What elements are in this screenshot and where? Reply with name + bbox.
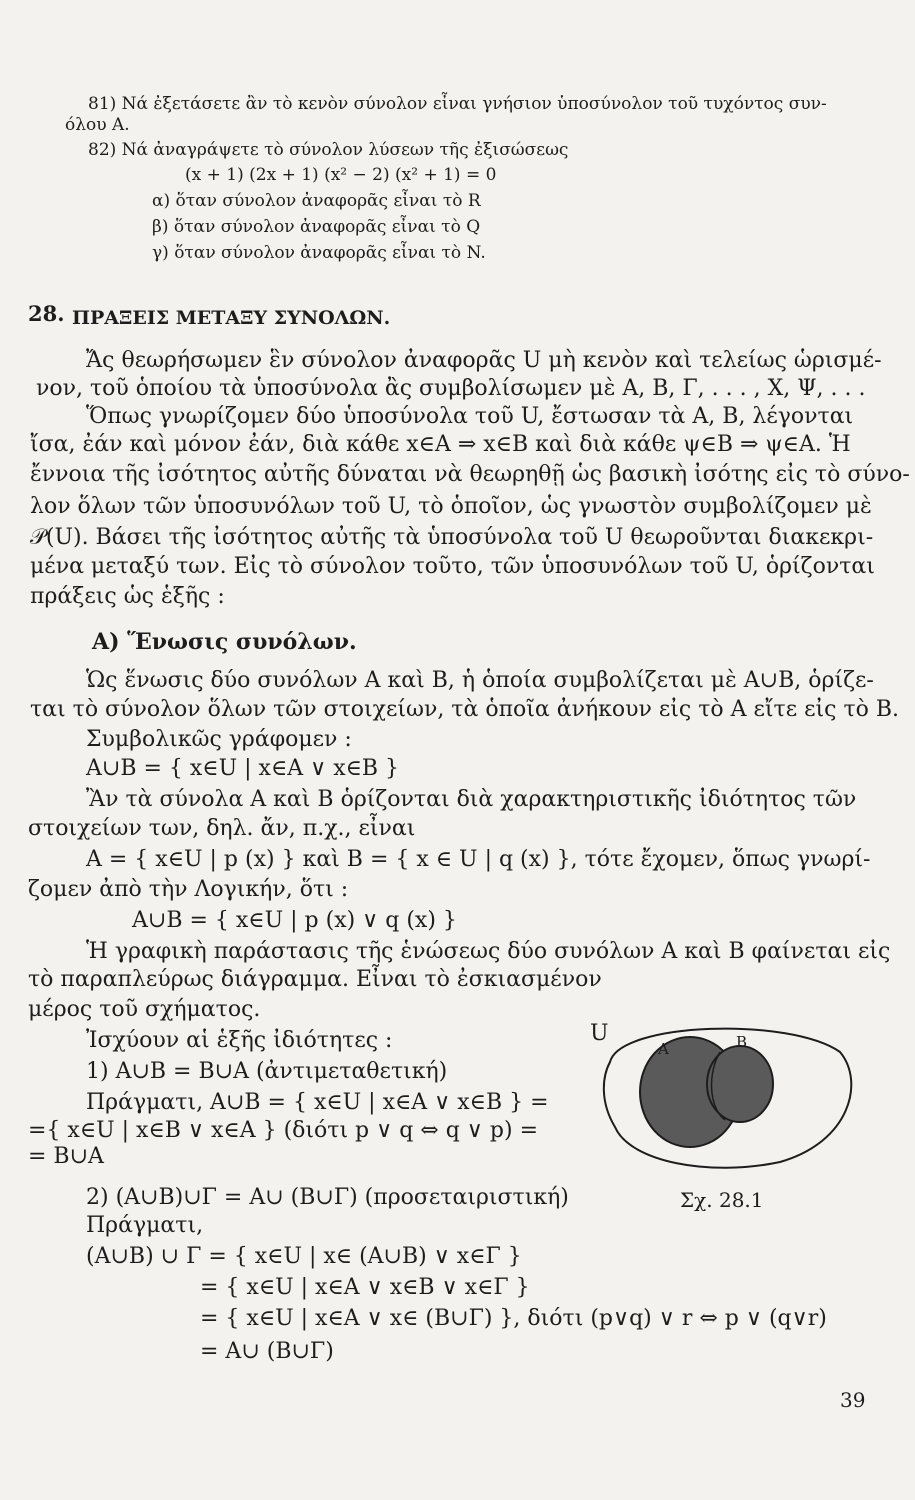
body-line-9: πράξεις ὡς ἑξῆς : [30, 584, 225, 609]
union-line-1: Ὡς ἕνωσις δύο συνόλων A καὶ B, ἡ ὁποία συμβολίζεται μὲ A∪B, ὁρίζε- [86, 668, 874, 693]
body-line-1: Ἄς θεωρήσωμεν ἓν σύνολον ἀναφορᾶς U μὴ κενὸν καὶ τελείως ὡρισμέ- [86, 348, 882, 373]
property-2-proof-3: = { x∈U | x∈A ∨ x∈B ∨ x∈Γ } [200, 1275, 530, 1300]
properties-heading: Ἰσχύουν αἱ ἑξῆς ἰδιότητες : [86, 1028, 393, 1053]
body-line-4: ἴσα, ἐάν καὶ μόνον ἐάν, διὰ κάθε x∈A ⇒ x∈B καὶ διὰ κάθε ψ∈B ⇒ ψ∈A. Ἡ [30, 432, 851, 457]
property-2-proof-5: = A∪ (B∪Γ) [200, 1339, 334, 1364]
exercise-82-a: α) ὅταν σύνολον ἀναφορᾶς εἶναι τὸ R [152, 191, 481, 211]
union-definition: A∪B = { x∈U | x∈A ∨ x∈B } [86, 756, 400, 781]
exercise-81-line2: όλου A. [65, 115, 130, 135]
property-1: 1) A∪B = B∪A (ἀντιμεταθετική) [86, 1059, 448, 1084]
body-line-5: ἔννοια τῆς ἰσότητος αὐτῆς δύναται νὰ θεωρηθῇ ὡς βασικὴ ἰσότης εἰς τὸ σύνο- [30, 462, 910, 487]
union-line-3: Συμβολικῶς γράφομεν : [86, 727, 352, 752]
union-line-2: ται τὸ σύνολον ὅλων τῶν στοιχείων, τὰ ὁποῖα ἀνήκουν εἰς τὸ A εἴτε εἰς τὸ B. [30, 697, 900, 722]
body-line-7: 𝒫(U). Βάσει τῆς ἰσότητος αὐτῆς τὰ ὑποσύνολα τοῦ U θεωροῦνται διακεκρι- [30, 525, 874, 550]
union-line-12: μέρος τοῦ σχήματος. [28, 997, 261, 1022]
venn-diagram [590, 1012, 860, 1172]
property-2-proof-4: = { x∈U | x∈A ∨ x∈ (B∪Γ) }, διότι (p∨q) ∨ r ⇔ p ∨ (q∨r) [200, 1306, 827, 1331]
set-b-label: B [736, 1033, 748, 1051]
section-title: ΠΡΑΞΕΙΣ ΜΕΤΑΞΥ ΣΥΝΟΛΩΝ. [72, 307, 391, 329]
union-line-5: Ἂν τὰ σύνολα A καὶ B ὁρίζονται διὰ χαρακτηριστικῆς ἰδιότητος τῶν [86, 787, 857, 812]
union-predicate-formula: A∪B = { x∈U | p (x) ∨ q (x) } [132, 908, 457, 933]
property-1-proof-1: Πράγματι, A∪B = { x∈U | x∈A ∨ x∈B } = [86, 1090, 549, 1115]
figure-caption: Σχ. 28.1 [680, 1188, 764, 1212]
exercise-82-equation: (x + 1) (2x + 1) (x² − 2) (x² + 1) = 0 [185, 165, 497, 185]
union-line-10: Ἡ γραφικὴ παράστασις τῆς ἑνώσεως δύο συνόλων A καὶ B φαίνεται εἰς [86, 939, 891, 964]
property-2-proof-2: (A∪B) ∪ Γ = { x∈U | x∈ (A∪B) ∨ x∈Γ } [86, 1244, 522, 1269]
page-number: 39 [840, 1388, 866, 1412]
universe-label: U [590, 1021, 609, 1046]
property-2-proof-1: Πράγματι, [86, 1213, 204, 1238]
body-line-8: μένα μεταξύ των. Εἰς τὸ σύνολον τοῦτο, τῶν ὑποσυνόλων τοῦ U, ὁρίζονται [30, 554, 875, 579]
set-a-label: A [658, 1040, 669, 1058]
exercise-82-c: γ) ὅταν σύνολον ἀναφορᾶς εἶναι τὸ N. [152, 243, 486, 263]
exercise-82-line1: 82) Νά ἀναγράψετε τὸ σύνολον λύσεων τῆς ἐξισώσεως [88, 140, 569, 160]
property-2: 2) (A∪B)∪Γ = A∪ (B∪Γ) (προσεταιριστική) [86, 1185, 569, 1210]
body-line-3: Ὅπως γνωρίζομεν δύο ὑποσύνολα τοῦ U, ἔστωσαν τὰ A, B, λέγονται [86, 404, 854, 429]
property-1-proof-2: ={ x∈U | x∈B ∨ x∈A } (διότι p ∨ q ⇔ q ∨ p) = [28, 1118, 538, 1143]
body-line-6: λον ὅλων τῶν ὑποσυνόλων τοῦ U, τὸ ὁποῖον, ὡς γνωστὸν συμβολίζομεν μὲ [30, 494, 872, 519]
property-1-proof-3: = B∪A [28, 1144, 104, 1169]
union-line-7: A = { x∈U | p (x) } καὶ B = { x ∈ U | q (x) }, τότε ἔχομεν, ὅπως γνωρί- [86, 847, 871, 872]
union-line-6: στοιχείων των, δηλ. ἄν, π.χ., εἶναι [28, 816, 416, 841]
exercise-81-line1: 81) Νά ἐξετάσετε ἂν τὸ κενὸν σύνολον εἶναι γνήσιον ὑποσύνολον τοῦ τυχόντος συν- [88, 94, 827, 114]
union-line-8: ζομεν ἀπὸ τὴν Λογικήν, ὅτι : [28, 877, 349, 902]
body-line-2: νον, τοῦ ὁποίου τὰ ὑποσύνολα ἂς συμβολίσωμεν μὲ A, B, Γ, . . . , X, Ψ, . . . [36, 376, 866, 401]
section-number: 28. [28, 301, 65, 326]
subsection-title: A) Ἕνωσις συνόλων. [92, 629, 357, 655]
union-line-11: τὸ παραπλεύρως διάγραμμα. Εἶναι τὸ ἐσκιασμένον [28, 967, 602, 992]
exercise-82-b: β) ὅταν σύνολον ἀναφορᾶς εἶναι τὸ Q [152, 217, 481, 237]
